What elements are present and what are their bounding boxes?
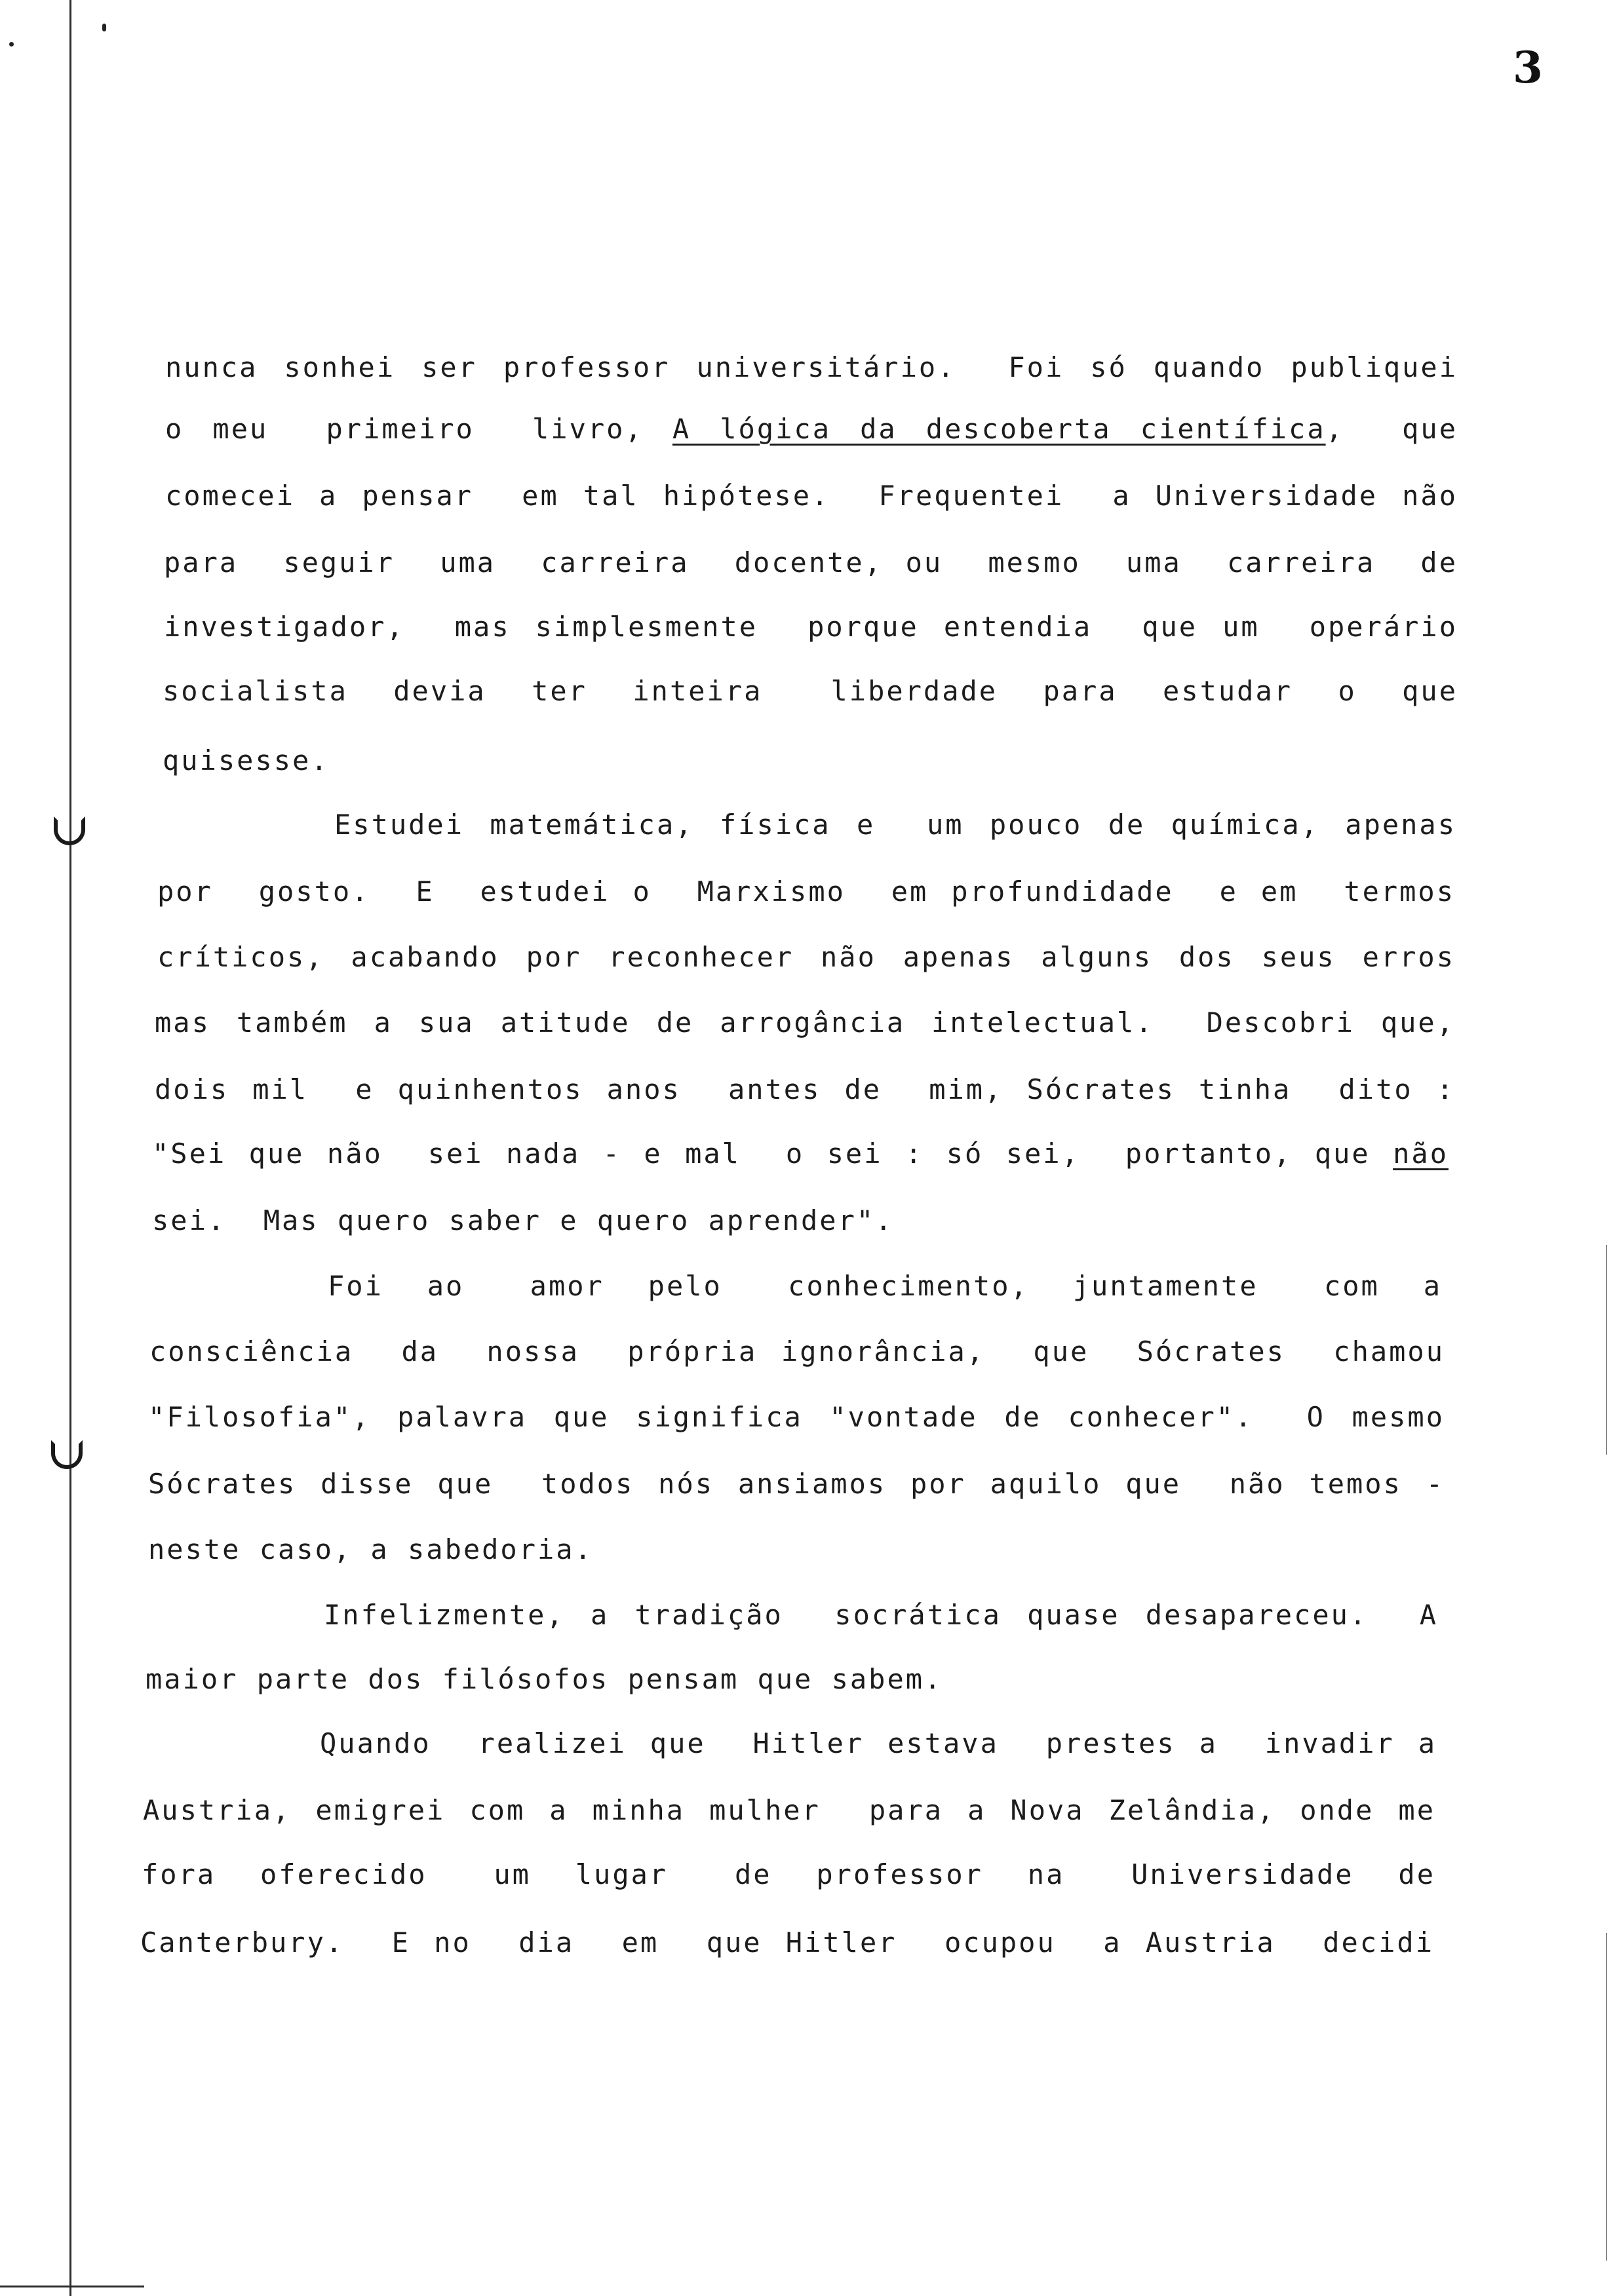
page-number: 3 [1513,42,1543,93]
right-edge-shadow [1606,1933,1607,2261]
text-line: neste caso, a sabedoria. [148,1533,593,1565]
text-line: socialista devia ter inteira liberdade para estudar o que [163,675,1458,707]
edge-tick [102,24,106,31]
text-line: nunca sonhei ser professor universitário. Foi só quando publiquei [165,351,1458,383]
text-line: consciência da nossa própria ignorância, que Sócrates chamou [149,1335,1445,1368]
binder-margin-rule [69,0,71,2296]
text-line: "Filosofia", palavra que significa "vontade de conhecer". O mesmo [148,1401,1445,1433]
text-line: críticos, acabando por reconhecer não apenas alguns dos seus erros [157,941,1455,973]
text-line [165,415,1458,443]
text-line: Foi ao amor pelo conhecimento, juntamente com a [328,1270,1442,1302]
text-line: fora oferecido um lugar de professor na Universidade de [142,1858,1435,1890]
punch-hole-mark-lower [51,1440,83,1469]
text-line: mas também a sua atitude de arrogância intelectual. Descobri que, [155,1006,1455,1039]
text-line: Infelizmente, a tradição socrática quase desapareceu. A [324,1599,1438,1631]
text-segment: "Sei que não sei nada - e mal o sei : só sei, portanto, que [152,1138,1393,1170]
underlined-text: não [1393,1138,1449,1170]
text-segment: , que [1325,413,1458,445]
punch-hole-mark-upper [54,816,85,845]
text-segment: o meu primeiro livro, [165,413,672,445]
text-line: quisesse. [163,744,330,776]
text-line: por gosto. E estudei o Marxismo em profundidade e em termos [157,875,1455,908]
text-line [152,1140,1449,1168]
text-line: Quando realizei que Hitler estava prestes a invadir a [320,1727,1437,1759]
text-line: sei. Mas quero saber e quero aprender". [152,1204,894,1236]
edge-dot [9,42,14,47]
text-line: Canterbury. E no dia em que Hitler ocupou a Austria decidi [140,1926,1434,1959]
text-line: comecei a pensar em tal hipótese. Frequentei a Universidade não [165,480,1458,512]
underlined-text: A lógica da descoberta científica [672,413,1326,445]
right-edge-shadow [1606,1245,1607,1455]
text-line: dois mil e quinhentos anos antes de mim, Sócrates tinha dito : [155,1073,1455,1105]
text-line: investigador, mas simplesmente porque entendia que um operário [164,611,1458,643]
text-line: Austria, emigrei com a minha mulher para a Nova Zelândia, onde me [143,1794,1435,1826]
text-line: Estudei matemática, física e um pouco de química, apenas [334,809,1456,841]
text-line: maior parte dos filósofos pensam que sabem. [146,1663,943,1695]
bottom-margin-rule [0,2286,144,2287]
text-line: para seguir uma carreira docente, ou mesmo uma carreira de [164,546,1458,579]
text-line: Sócrates disse que todos nós ansiamos por aquilo que não temos - [148,1468,1445,1500]
